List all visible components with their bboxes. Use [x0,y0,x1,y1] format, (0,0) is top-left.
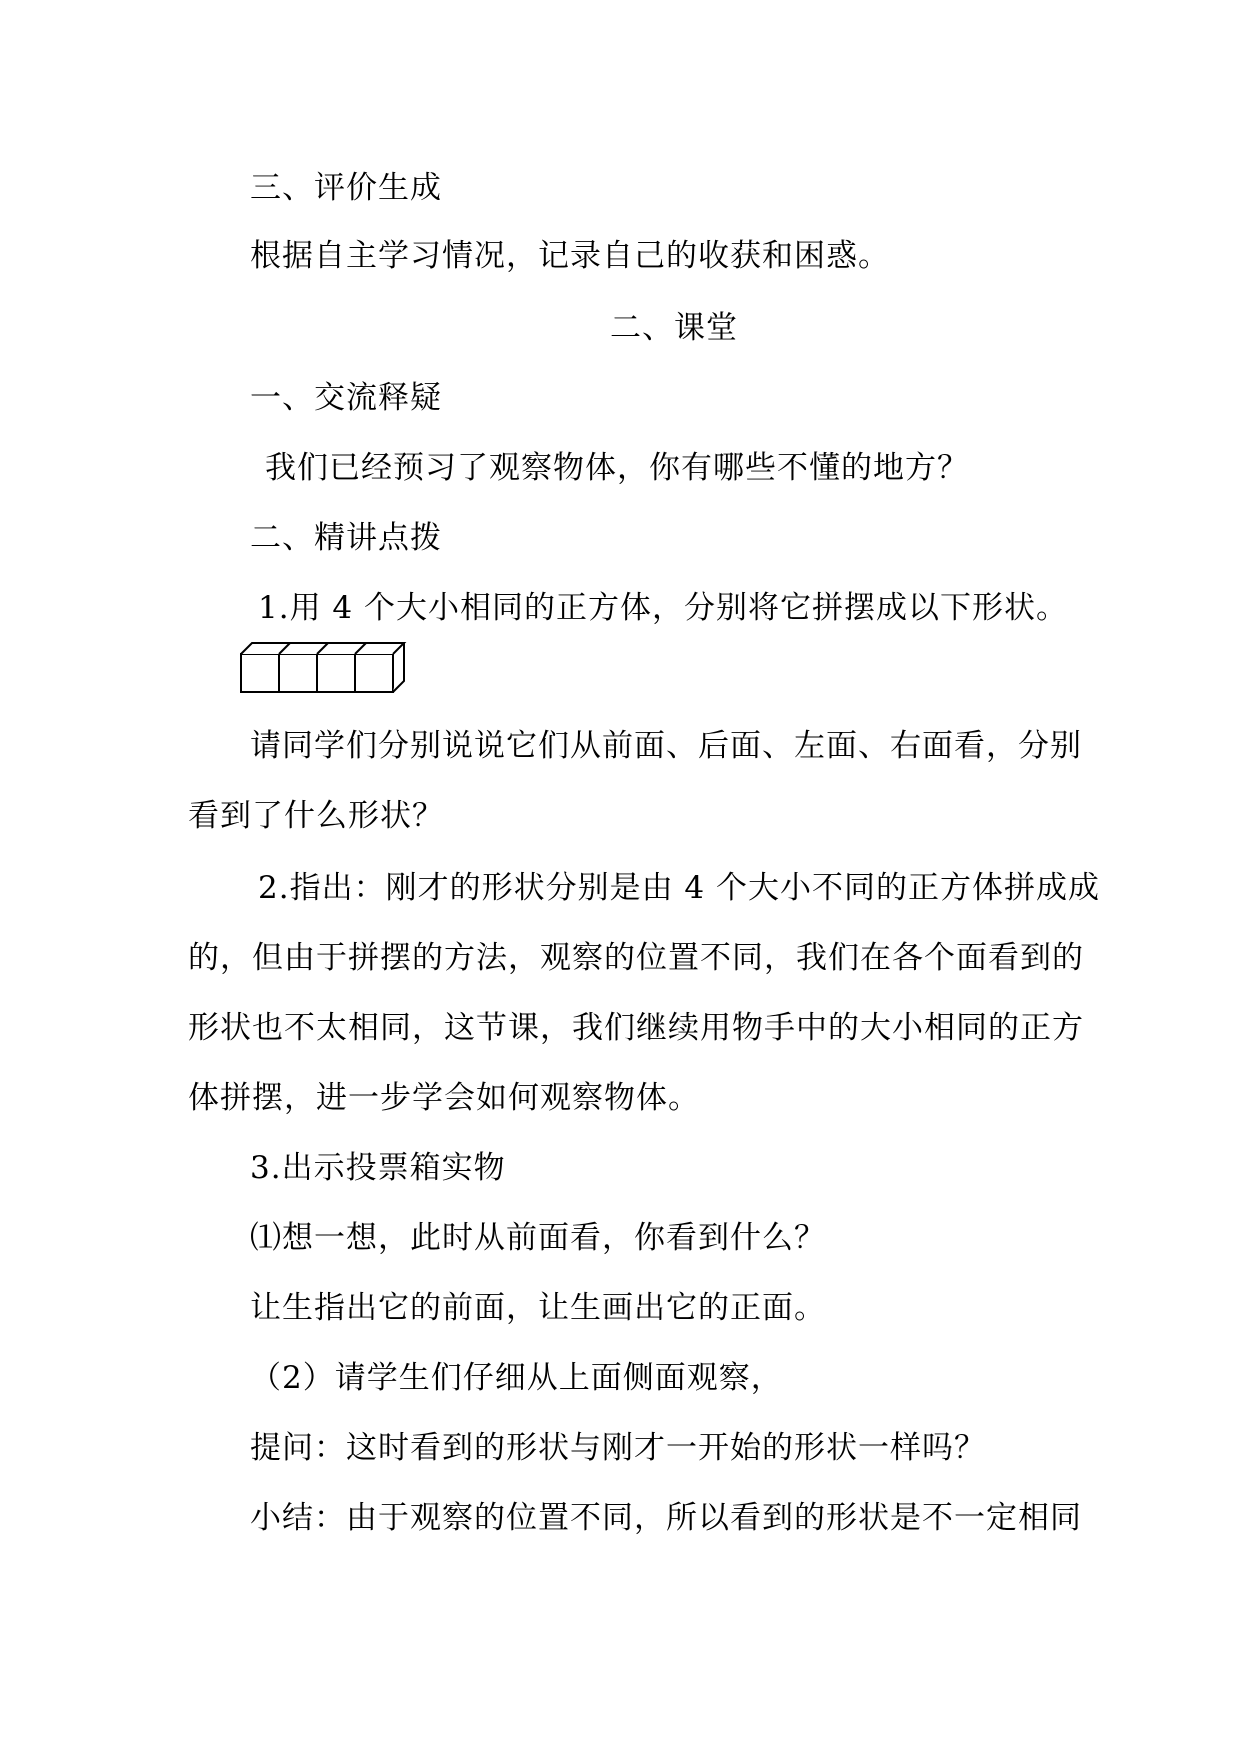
cube-front-3 [317,654,355,692]
classroom-title: 二、课堂 [610,310,738,346]
sub-item-2: （2）请学生们仔细从上面侧面观察， [250,1360,783,1396]
item-2-line-4: 体拼摆，进一步学会如何观察物体。 [188,1080,700,1116]
question-line-2: 看到了什么形状？ [188,798,444,834]
summary: 小结：由于观察的位置不同，所以看到的形状是不一定相同 [250,1500,1082,1536]
item-1: 1.用 4 个大小相同的正方体，分别将它拼摆成以下形状。 [258,590,1069,626]
four-cubes-figure [240,642,416,694]
eval-text: 根据自主学习情况，记录自己的收获和困惑。 [250,238,890,274]
cube-front-1 [241,654,279,692]
sub-item-2-question: 提问：这时看到的形状与刚才一开始的形状一样吗？ [250,1430,986,1466]
cube-front-4 [355,654,393,692]
item-3: 3.出示投票箱实物 [250,1150,506,1186]
item-2-line-3: 形状也不太相同，这节课，我们继续用物手中的大小相同的正方 [188,1010,1084,1046]
explain-heading: 二、精讲点拨 [250,520,442,556]
eval-heading: 三、评价生成 [250,170,442,206]
cube-front-2 [279,654,317,692]
item-2-line-2: 的，但由于拼摆的方法，观察的位置不同，我们在各个面看到的 [188,940,1084,976]
exchange-heading: 一、交流释疑 [250,380,442,416]
question-line-1: 请同学们分别说说它们从前面、后面、左面、右面看，分别 [250,728,1082,764]
item-2-line-1: 2.指出：刚才的形状分别是由 4 个大小不同的正方体拼成成 [258,870,1101,906]
sub-item-1: ⑴想一想，此时从前面看，你看到什么？ [250,1220,826,1256]
sub-item-1-answer: 让生指出它的前面，让生画出它的正面。 [250,1290,826,1326]
exchange-text: 我们已经预习了观察物体，你有哪些不懂的地方？ [265,450,969,486]
